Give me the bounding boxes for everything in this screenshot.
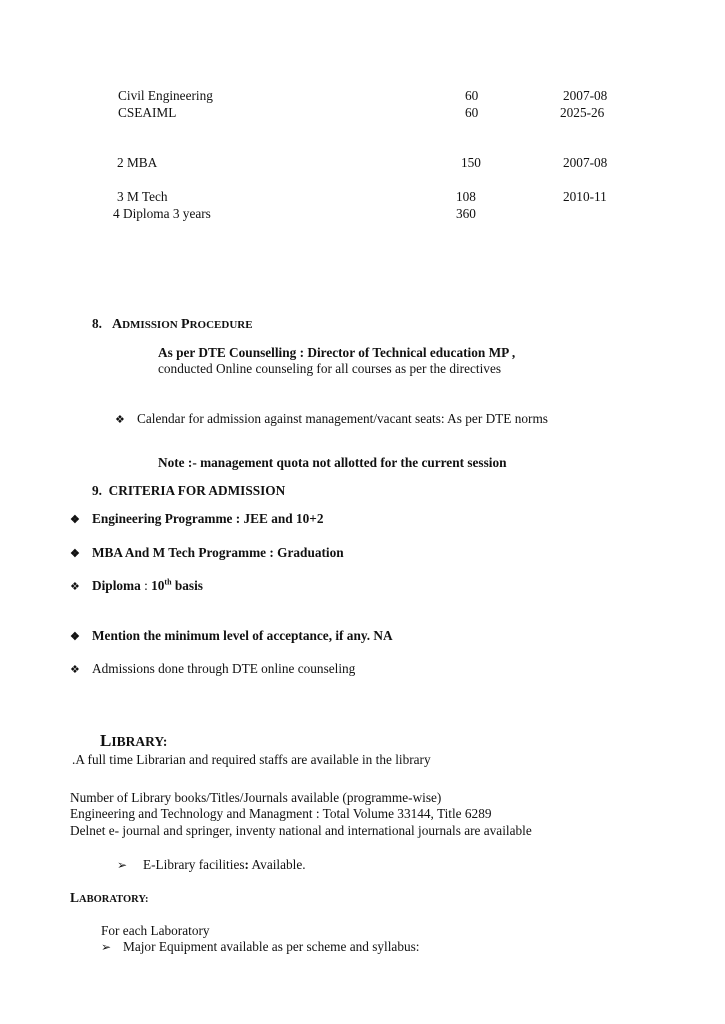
heading-rest: ABORATORY: [79, 894, 149, 905]
dte-counselling-line: As per DTE Counselling : Director of Technical education MP , [158, 345, 516, 360]
programme-intake: 60 [465, 105, 479, 120]
for-each-laboratory: For each Laboratory [101, 923, 210, 938]
programme-name: Civil Engineering [118, 88, 213, 103]
laboratory-heading [70, 890, 148, 908]
criteria-minimum [70, 628, 393, 645]
programme-year: 2007-08 [563, 88, 608, 103]
criteria-text: MBA And M Tech Programme : Graduation [92, 545, 344, 560]
criteria-diploma [70, 578, 203, 595]
arrow-bullet-icon: ➢ [117, 858, 128, 872]
criteria-text: Diploma [92, 578, 141, 593]
heading-rest: IBRARY: [111, 734, 168, 749]
diamond-bullet-icon: ❖ [70, 664, 80, 676]
criteria-admissions [70, 661, 355, 678]
heading-rest: ROCEDURE [189, 319, 253, 331]
criteria-engineering [70, 511, 324, 528]
diamond-bullet-icon: ❖ [70, 581, 80, 593]
heading-cap: L [100, 731, 112, 750]
programme-year: 2025-26 [560, 105, 605, 120]
equipment-item [101, 939, 420, 955]
online-counseling-line: conducted Online counseling for all courses as per the directives [158, 361, 502, 376]
management-quota-note: Note :- management quota not allotted for the current session [158, 455, 507, 470]
diamond-bullet-icon: ❖ [70, 514, 80, 526]
heading-cap: P [181, 317, 190, 332]
librarian-line: .A full time Librarian and required staffs are available in the library [72, 752, 431, 767]
equipment-text: Major Equipment available as per scheme and syllabus: [123, 939, 420, 954]
superscript: th [164, 577, 172, 587]
diamond-bullet-icon: ❖ [70, 548, 80, 560]
criteria-text: Admissions done through DTE online counseling [92, 661, 356, 676]
elibrary-label: E-Library facilities [143, 857, 245, 872]
criteria-text: Engineering Programme : JEE and 10+2 [92, 511, 324, 526]
heading-cap: A [111, 317, 123, 332]
section-8-heading [92, 316, 253, 333]
elibrary-item [117, 857, 306, 873]
section-9-heading [92, 483, 285, 499]
heading-cap: L [70, 890, 80, 905]
criteria-text: 10 [151, 578, 165, 593]
criteria-mba [70, 545, 344, 562]
programme-intake: 360 [456, 206, 476, 221]
diamond-bullet-icon: ❖ [115, 414, 125, 426]
criteria-text: Mention the minimum level of acceptance, if any. NA [92, 628, 393, 643]
programme-name: CSEAIML [118, 105, 177, 120]
programme-year: 2007-08 [563, 155, 608, 170]
calendar-item [115, 411, 548, 428]
programme-year: 2010-11 [563, 189, 607, 204]
programme-intake: 60 [465, 88, 479, 103]
programme-name: 4 Diploma 3 years [113, 206, 211, 221]
calendar-text: Calendar for admission against management/vacant seats: As per DTE norms [137, 411, 548, 426]
criteria-text: basis [171, 578, 203, 593]
elibrary-value: Available. [248, 857, 306, 872]
diamond-bullet-icon: ❖ [70, 631, 80, 643]
programme-name: 2 MBA [117, 155, 158, 170]
section-number: 8. [92, 316, 102, 331]
programme-intake: 150 [461, 155, 481, 170]
library-journals: Delnet e- journal and springer, inventy national and international journals are available [70, 823, 532, 838]
programme-intake: 108 [456, 189, 476, 204]
section-title: CRITERIA FOR ADMISSION [108, 483, 286, 498]
library-books-heading: Number of Library books/Titles/Journals available (programme-wise) [70, 790, 442, 805]
heading-rest: DMISSION [122, 319, 178, 331]
criteria-separator: : [140, 578, 152, 593]
elibrary-colon: : [244, 857, 249, 872]
library-volumes: Engineering and Technology and Managment : Total Volume 33144, Title 6289 [70, 806, 492, 821]
section-number: 9. [92, 483, 102, 498]
arrow-bullet-icon: ➢ [101, 940, 112, 954]
library-heading [100, 733, 167, 750]
programme-name: 3 M Tech [117, 189, 168, 204]
